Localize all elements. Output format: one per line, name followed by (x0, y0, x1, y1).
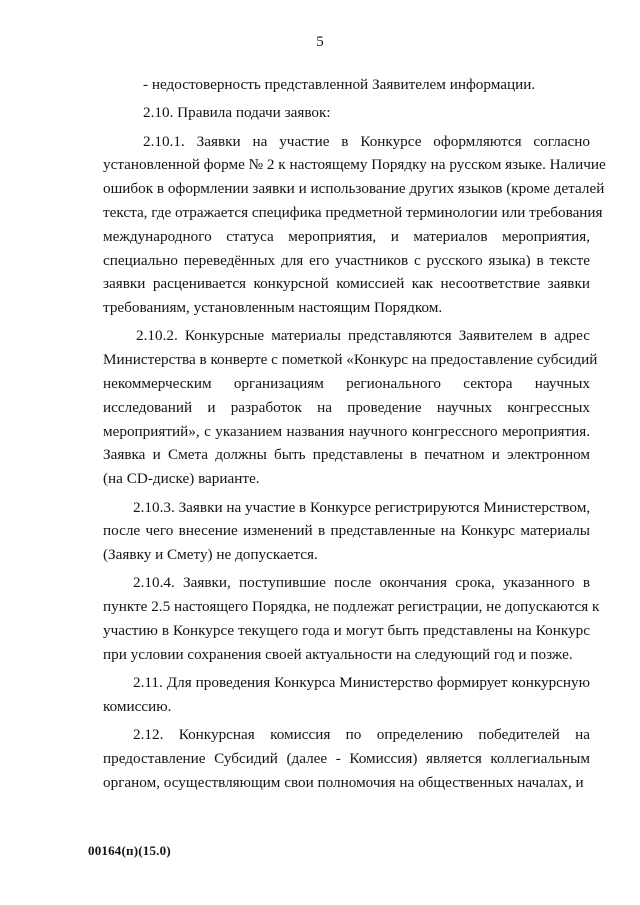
document-code: 00164(п)(15.0) (88, 843, 171, 858)
text-line: заявки расценивается конкурсной комиссией как несоответствие заявки (103, 275, 590, 293)
text-line: 2.12. Конкурсная комиссия по определению победителей на (133, 726, 590, 744)
paragraph-p-2-10-1 (103, 130, 606, 320)
paragraph-p-2-10-2 (103, 324, 598, 491)
text-line: (на CD-диске) варианте. (103, 470, 260, 488)
text-line: 2.10. Правила подачи заявок: (143, 104, 331, 122)
text-line: специально переведённых для его участников с русского языка) в тексте (103, 251, 590, 269)
text-line: после чего внесение изменений в представленные на Конкурс материалы (103, 522, 590, 540)
text-line: Заявка и Смета должны быть представлены в печатном и электронном (103, 446, 590, 464)
text-line: текста, где отражается специфика предметной терминологии или требования (103, 203, 603, 221)
text-line: пункте 2.5 настоящего Порядка, не подлежат регистрации, не допускаются к (103, 598, 600, 616)
text-line: - недостоверность представленной Заявителем информации. (143, 76, 536, 93)
paragraph-p-2-10-3 (103, 496, 590, 567)
paragraph-p-2-10-4 (103, 571, 600, 666)
paragraph-p-2-12 (103, 723, 590, 794)
text-line: 2.10.3. Заявки на участие в Конкурсе регистрируются Министерством, (133, 498, 591, 516)
text-line: требованиям, установленным настоящим Порядком. (103, 299, 443, 317)
body-text (103, 73, 606, 795)
text-line: исследований и разработок на проведение научных конгрессных (103, 398, 590, 416)
text-line: некоммерческим организациям регионального сектора научных (103, 375, 590, 393)
paragraph-p-invalid-info (103, 73, 590, 97)
text-line: участию в Конкурсе текущего года и могут быть представлены на Конкурс (103, 622, 590, 640)
text-line: 2.10.4. Заявки, поступившие после окончания срока, указанного в (133, 574, 590, 592)
text-line: мероприятий», с указанием названия научного конгрессного мероприятия. (103, 422, 590, 440)
text-line: предоставление Субсидий (далее - Комиссия) является коллегиальным (103, 750, 590, 768)
text-line: при условии сохранения своей актуальности на следующий год и позже. (103, 645, 573, 663)
text-line: международного статуса мероприятия, и материалов мероприятия, (103, 227, 590, 245)
text-line: (Заявку и Смету) не допускается. (103, 546, 318, 564)
paragraph-p-2-10 (103, 101, 590, 125)
text-line: ошибок в оформлении заявки и использование других языков (кроме деталей (103, 180, 605, 198)
paragraph-p-2-11 (103, 671, 590, 719)
page-number: 5 (316, 34, 324, 50)
text-line: органом, осуществляющим свои полномочия на общественных началах, и (103, 773, 584, 791)
text-line: 2.10.2. Конкурсные материалы представляются Заявителем в адрес (136, 327, 590, 345)
text-line: комиссию. (103, 697, 172, 715)
text-line: 2.10.1. Заявки на участие в Конкурсе оформляются согласно (143, 132, 590, 150)
text-line: 2.11. Для проведения Конкурса Министерство формирует конкурсную (133, 674, 590, 692)
text-line: Министерства в конверте с пометкой «Конкурс на предоставление субсидий (103, 351, 598, 369)
text-line: установленной форме № 2 к настоящему Порядку на русском языке. Наличие (103, 156, 606, 174)
